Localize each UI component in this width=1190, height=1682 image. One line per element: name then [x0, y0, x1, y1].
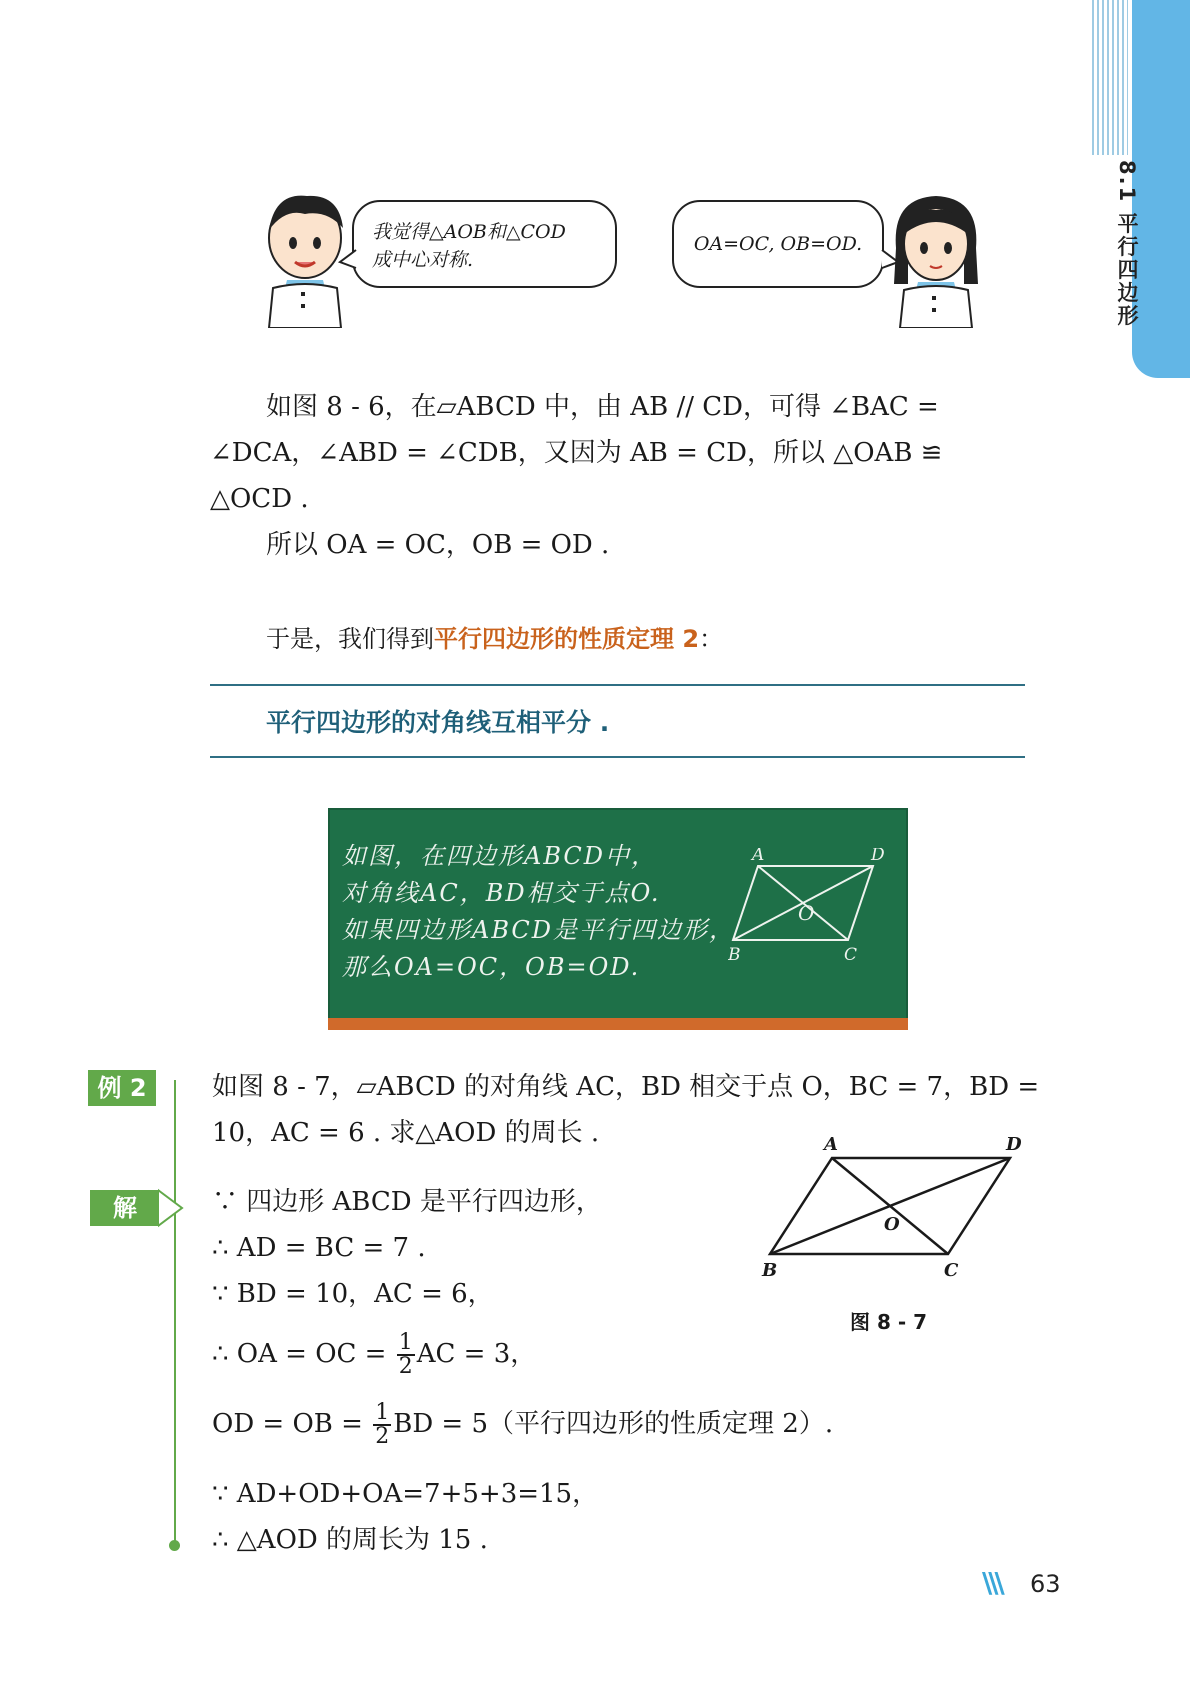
figure-caption: 图 8 - 7: [850, 1310, 928, 1334]
point-o-label: O: [884, 1214, 900, 1235]
chalk-point-c: C: [844, 945, 858, 965]
proof-line-3: △OCD .: [210, 484, 309, 514]
solution-step-5-pre: OD = OB =: [212, 1409, 372, 1439]
fraction-denominator: 2: [398, 1354, 413, 1379]
point-d-label: D: [1006, 1134, 1022, 1155]
one-half-fraction: [397, 1332, 415, 1378]
chalk-point-o: O: [798, 901, 815, 925]
theorem-intro: [266, 616, 723, 662]
chalkboard-line-1: 如图，在四边形ABCD中，: [342, 842, 658, 870]
proof-line-2: ∠DCA，∠ABD = ∠CDB，又因为 AB = CD，所以 △OAB ≌: [210, 438, 943, 468]
boy-line-1: 我觉得△AOB和△COD: [372, 221, 566, 243]
page-number: 63: [1030, 1570, 1061, 1598]
solution-step-4-pre: ∴ OA = OC =: [212, 1339, 395, 1369]
boy-speech-bubble: [352, 200, 617, 288]
solution-step-6: ∵ AD+OD+OA=7+5+3=15，: [212, 1479, 599, 1509]
point-a-label: A: [824, 1134, 838, 1155]
girl-speech-bubble: [672, 200, 884, 288]
side-tab-decoration: [1092, 0, 1128, 155]
chalk-point-b: B: [728, 945, 741, 965]
chalkboard-text: [342, 838, 735, 986]
solution-step-2: ∴ AD = BC = 7 .: [212, 1233, 426, 1263]
solution-guide-dot: [169, 1540, 180, 1551]
girl-character-illustration: [886, 188, 986, 328]
theorem-intro-after: ：: [699, 625, 724, 653]
example-line-1: 如图 8 - 7，▱ABCD 的对角线 AC，BD 相交于点 O，BC = 7，BD =: [212, 1072, 1040, 1102]
chapter-section-label: 8.1 平行四边形: [1115, 160, 1139, 328]
chalk-point-d: D: [871, 848, 885, 865]
solution-label: 解: [90, 1190, 160, 1226]
theorem-top-rule: [210, 684, 1025, 686]
chalk-point-a: A: [752, 848, 765, 865]
solution-step-7: ∴ △AOD 的周长为 15 .: [212, 1525, 488, 1555]
chalkboard-line-2: 对角线AC，BD相交于点O.: [342, 879, 661, 907]
theorem-statement: 平行四边形的对角线互相平分 .: [266, 708, 610, 737]
theorem-intro-highlight: 平行四边形的性质定理 2: [434, 625, 700, 653]
chalkboard-line-3: 如果四边形ABCD是平行四边形，: [342, 916, 736, 944]
chalkboard-line-4: 那么OA=OC，OB=OD.: [342, 953, 641, 981]
point-b-label: B: [762, 1260, 778, 1281]
theorem-intro-before: 于是，我们得到: [266, 625, 434, 653]
example-line-2: 10，AC = 6 . 求△AOD 的周长 .: [212, 1118, 600, 1148]
fraction-numerator: 1: [398, 1330, 413, 1355]
diagonal-bd: [770, 1158, 1010, 1254]
girl-line-1: OA=OC, OB=OD.: [693, 233, 863, 255]
one-half-fraction-2: [373, 1402, 391, 1448]
fraction-denominator-2: 2: [375, 1424, 390, 1449]
fraction-numerator-2: 1: [375, 1400, 390, 1425]
solution-step-3: ∵ BD = 10，AC = 6，: [212, 1279, 494, 1309]
solution-guide-line: [174, 1080, 176, 1550]
theorem-bottom-rule: [210, 756, 1025, 758]
boy-bubble-tail: [338, 248, 358, 270]
solution-step-5: [212, 1402, 833, 1448]
proof-conclusion: 所以 OA = OC，OB = OD .: [266, 530, 610, 560]
solution-step-4: [212, 1332, 536, 1378]
solution-label-arrow: [158, 1188, 188, 1228]
example-label: 例 2: [88, 1070, 156, 1106]
solution-step-4-post: AC = 3，: [416, 1339, 537, 1369]
page-number-mark: \\\: [982, 1566, 1001, 1599]
solution-step-1: ∵ 四边形 ABCD 是平行四边形，: [212, 1187, 602, 1217]
figure-8-7-parallelogram: [760, 1134, 1030, 1284]
boy-line-2: 成中心对称.: [372, 249, 474, 271]
proof-line-1: 如图 8 - 6，在▱ABCD 中，由 AB // CD，可得 ∠BAC =: [266, 392, 939, 422]
chalkboard-ledge: [328, 1018, 908, 1030]
chalkboard-parallelogram-diagram: [728, 848, 888, 968]
chalkboard: [328, 808, 908, 1028]
point-c-label: C: [944, 1260, 959, 1281]
solution-step-5-post: BD = 5（平行四边形的性质定理 2）.: [393, 1409, 834, 1439]
